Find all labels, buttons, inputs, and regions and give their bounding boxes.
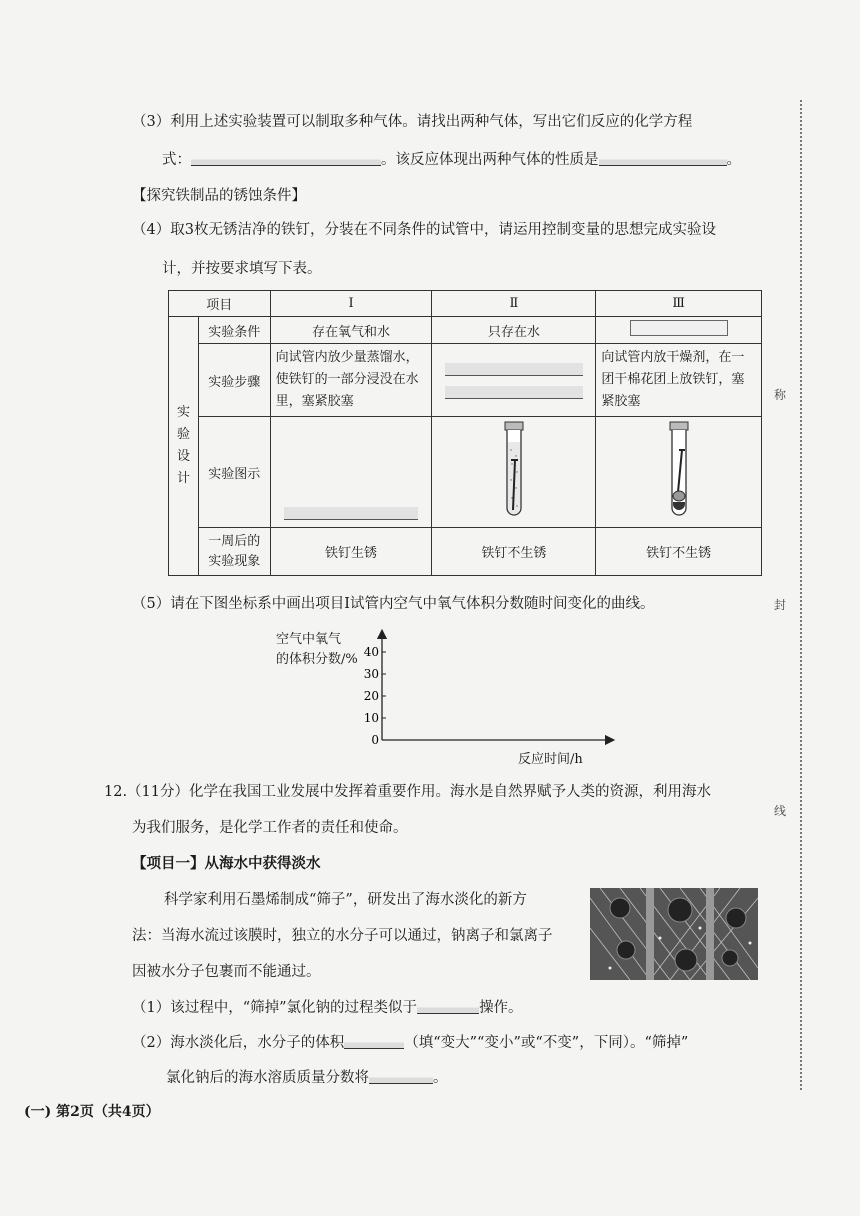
graphene-filter-photo (590, 888, 758, 980)
answer-blank[interactable] (344, 1034, 404, 1049)
oxygen-chart[interactable] (360, 628, 620, 768)
y-tick-label: 30 (363, 667, 379, 681)
side-mark-line: 线 (773, 804, 786, 818)
row-result-label: 一周后的 实验现象 (198, 528, 270, 576)
q3-line2-b: 。该反应体现出两种气体的性质是 (381, 152, 599, 168)
section-rust-title: 【探究铁制品的锈蚀条件】 (132, 188, 306, 204)
q12-s2-cont (166, 1066, 448, 1087)
q12-s1-b: 操作。 (479, 1000, 523, 1016)
page-footer: (一) 第2页（共4页） (24, 1104, 160, 1120)
y-tick-label: 40 (363, 645, 379, 659)
y-tick-label: 0 (371, 733, 379, 747)
header-item: 项目 (169, 291, 271, 317)
c3-test-tube-diagram (596, 417, 762, 528)
header-col1: Ⅰ (270, 291, 432, 317)
q12-s1 (132, 996, 523, 1017)
q12-s2-c: 氯化钠后的海水溶质质量分数将 (166, 1070, 369, 1086)
side-mark-name: 称 (773, 388, 786, 402)
q12-s1-a: （1）该过程中，“筛掉”氯化钠的过程类似于 (132, 1000, 418, 1016)
test-tube-water-icon (499, 420, 529, 520)
header-col3: Ⅲ (596, 291, 762, 317)
experiment-table (168, 290, 762, 576)
q12-s2-b: （填“变大”“变小”或“不变”，下同）。“筛掉” (404, 1035, 689, 1051)
q3-line2-c: 。 (726, 152, 741, 168)
answer-blank[interactable] (191, 151, 381, 166)
q12-line1: 12.（11分）化学在我国工业发展中发挥着重要作用。海水是自然界赋予人类的资源，利用海水 (104, 784, 712, 800)
c1-result: 铁钉生锈 (270, 528, 432, 576)
c2-condition: 只存在水 (432, 317, 596, 344)
c3-result: 铁钉不生锈 (596, 528, 762, 576)
group-label: 实 验 设 计 (169, 317, 199, 576)
test-tube-desiccant-icon (664, 420, 694, 520)
c2-result: 铁钉不生锈 (432, 528, 596, 576)
answer-blank[interactable] (417, 999, 479, 1014)
q4-line2: 计，并按要求填写下表。 (162, 261, 322, 277)
c1-steps: 向试管内放少量蒸馏水， 使铁钉的一部分浸没在水 里，塞紧胶塞 (270, 344, 432, 417)
c2-steps-blank[interactable] (432, 344, 596, 417)
c1-condition: 存在氧气和水 (270, 317, 432, 344)
c2-test-tube-diagram (432, 417, 596, 528)
q12-p3: 因被水分子包裹而不能通过。 (132, 964, 321, 980)
c3-steps: 向试管内放干燥剂，在一 团干棉花团上放铁钉，塞 紧胶塞 (596, 344, 762, 417)
q12-s2-d: 。 (433, 1070, 448, 1086)
binding-line (800, 100, 802, 1090)
answer-blank[interactable] (369, 1069, 433, 1084)
q12-p2: 法：当海水流过该膜时，独立的水分子可以通过，钠离子和氯离子 (132, 928, 553, 944)
q12-s2-a: （2）海水淡化后，水分子的体积 (132, 1035, 345, 1051)
side-mark-seal: 封 (773, 598, 786, 612)
row-steps-label: 实验步骤 (198, 344, 270, 417)
y-tick-label: 20 (363, 689, 379, 703)
project1-title: 【项目一】从海水中获得淡水 (132, 855, 321, 872)
row-diagram-label: 实验图示 (198, 417, 270, 528)
q3-line2-a: 式： (162, 152, 191, 168)
answer-blank[interactable] (599, 151, 727, 166)
chart-xlabel: 反应时间/h (518, 752, 583, 767)
header-col2: Ⅱ (432, 291, 596, 317)
row-conditions-label: 实验条件 (198, 317, 270, 344)
c3-condition-blank[interactable] (596, 317, 762, 344)
c1-diagram-blank[interactable] (270, 417, 432, 528)
chart-ylabel-line2: 的体积分数/% (276, 652, 358, 667)
q12-line2: 为我们服务，是化学工作者的责任和使命。 (132, 820, 408, 836)
q12-s2 (132, 1031, 688, 1052)
q3-line2 (162, 148, 741, 169)
q12-p1: 科学家利用石墨烯制成“筛子”，研发出了海水淡化的新方 (164, 892, 527, 908)
chart-ylabel-line1: 空气中氧气 (276, 632, 342, 647)
y-tick-label: 10 (363, 711, 379, 725)
q3-line1: （3）利用上述实验装置可以制取多种气体。请找出两种气体，写出它们反应的化学方程 (132, 114, 693, 130)
q5-text: （5）请在下图坐标系中画出项目Ⅰ试管内空气中氧气体积分数随时间变化的曲线。 (132, 596, 655, 612)
q4-line1: （4）取3枚无锈洁净的铁钉，分装在不同条件的试管中，请运用控制变量的思想完成实验设 (132, 222, 716, 238)
